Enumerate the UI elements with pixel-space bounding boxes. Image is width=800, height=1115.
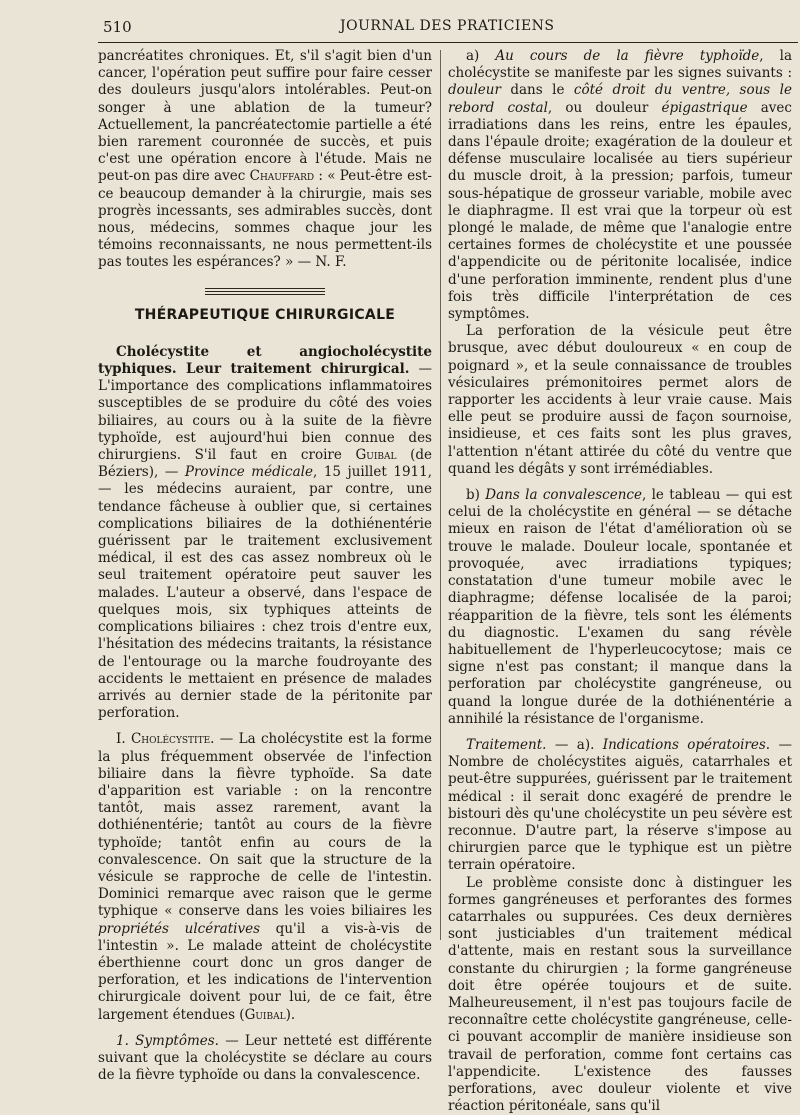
paragraph-text: . — Nombre de cholécystites aiguës, catarrhales et peut-être suppurées, guérissent par le traitement médical : il serait donc exagéré de prendre le bistouri dès qu'une cholécystite un peu sévère est reconnue. D'autre part, la réserve s'impose au chirurgien parce que le typhique est un piètre terrain opératoire. xyxy=(448,736,792,874)
paragraph-text: (de Béziers), — xyxy=(98,447,432,481)
subsection-label: Traitement. xyxy=(466,736,547,753)
author-name: Chauffard xyxy=(249,168,315,185)
header-rule xyxy=(98,42,798,43)
italic-text: épigastrique xyxy=(661,99,748,116)
left-column xyxy=(98,48,432,1084)
paragraph-text: dans le xyxy=(500,82,574,99)
column-divider xyxy=(440,50,441,940)
italic-text: côté droit du ventre, sous le rebord costal xyxy=(448,82,792,116)
italic-text: Dans la convalescence xyxy=(485,487,642,504)
right-column xyxy=(448,48,792,1115)
paragraph-text: — Leur netteté est différente suivant que la cholécystite se déclare au cours de la fièvre typhoïde ou dans la convalescence. xyxy=(98,1032,432,1084)
paragraph-text: pancréatites chroniques. Et, s'il s'agit bien d'un cancer, l'opération peut suffire pour faire cesser des douleurs jusqu'alors intolérables. Peut-on songer à une ablation de la tumeur? Actuellement, la pancréatectomie partielle a été bien rarement couronnée de succès, et puis c'est une opération encore à l'étude. Mais ne peut-on pas dire avec xyxy=(98,48,432,185)
convalescence-paragraph xyxy=(448,487,792,728)
intro-paragraph xyxy=(98,48,432,272)
italic-text: propriétés ulcératives xyxy=(98,920,260,937)
paragraph-text: — L'importance des complications inflammatoires susceptibles de se produire du côté des voies biliaires, au cours ou à la suite de la fièvre typhoïde, est aujourd'hui bien connue des chirurgiens. S'il faut en croire xyxy=(98,361,432,464)
cholecystite-paragraph xyxy=(98,731,432,1023)
italic-text: Au cours de la fièvre typhoïde xyxy=(495,48,760,64)
paragraph-text: avec irradiations dans les reins, entre les épaules, dans l'épaule droite; exagération de la douleur et défense musculaire localisée au tiers supérieur du muscle droit, à la pression; parfois, tumeur sous-hépatique de grosseur variable, mobile avec le diaphragme. Il est vrai que la torpeur où est plongé le malade, de même que l'analogie entre certaines formes de cholécystite et une poussée d'appendicite ou de péritonite localisée, indice d'une perforation imminente, rendent plus d'une fois très difficile l'interprétation de ces symptômes. xyxy=(448,99,792,323)
section-title: THÉRAPEUTIQUE CHIRURGICALE xyxy=(134,306,396,323)
italic-text: douleur xyxy=(448,82,501,99)
paragraph-text: — a). xyxy=(546,736,603,753)
article-title: Cholécystite et angiocholécystite typhiques. Leur traitement chirurgical. xyxy=(98,343,432,378)
subsection-label: I. Cholécystite. xyxy=(116,731,215,748)
treatment-paragraph xyxy=(448,737,792,875)
paragraph-text: ). xyxy=(285,1006,296,1023)
author-name: Guibal xyxy=(244,1006,286,1023)
paragraph-text: qu'il a vis-à-vis de l'intestin ». Le malade atteint de cholécystite éberthienne court donc un gros danger de perforation, et les indications de l'intervention chirurgicale doivent pour lui, de ce fait, être largement étendues ( xyxy=(98,920,432,1023)
paragraph-text: b) xyxy=(466,487,486,504)
section-separator xyxy=(205,288,325,295)
journal-source: Province médicale xyxy=(184,464,313,481)
article-paragraph xyxy=(98,344,432,722)
author-name: Guibal xyxy=(355,447,397,464)
paragraph-text: — La cholécystite est la forme la plus fréquemment observée de l'infection biliaire dans la fièvre typhoïde. Sa date d'apparition est variable : on la rencontre tantôt, mais assez rarement, avant la dothiénentérie; tantôt au cours de la fièvre typhoïde; tantôt enfin au cours de la convalescence. On sait que la structure de la vésicule se rapproche de celle de l'intestin. Dominici remarque avec raison que le germe typhique « conserve dans les voies biliaires les xyxy=(98,731,432,920)
subsection-label: 1. Symptômes. xyxy=(116,1032,219,1049)
paragraph-text: a) xyxy=(466,48,496,64)
symptoms-paragraph xyxy=(98,1033,432,1085)
paragraph-text: , 15 juillet 1911, — les médecins auraient, par contre, une tendance fâcheuse à oublier que, si certaines complications biliaires de la dothiénentérie guérissent par le traitement exclusivement médical, il est des cas assez nombreux où le seul traitement opératoire peut sauver les malades. L'auteur a observé, dans l'espace de quelques mois, six typhiques atteints de complications biliaires : chez trois d'entre eux, l'hésitation des médecins traitants, la résistance de l'entourage ou la marche foudroyante des accidents le mettaient en présence de malades arrivés au dernier stade de la péritonite par perforation. xyxy=(98,464,432,722)
page-number: 510 xyxy=(103,18,132,36)
running-title: JOURNAL DES PRATICIENS xyxy=(340,18,555,34)
typhoid-course-paragraph xyxy=(448,48,792,323)
italic-text: Indications opératoires xyxy=(602,736,766,753)
page-header xyxy=(0,0,800,44)
problem-paragraph: Le problème consiste donc à distinguer les formes gangréneuses et perforantes des formes catarrhales ou suppurées. Ces deux dernières sont justiciables d'un traitement médical d'attente, mais en restant sous la surveillance constante du chirurgien ; la forme gangréneuse doit être opérée toujours et de suite. Malheureusement, il n'est pas toujours facile de reconnaître cette cholécystite gangréneuse, celle-ci pouvant accomplir de manière insidieuse son travail de perforation, comme font certains cas l'appendicite. L'existence des fausses perforations, avec douleur violente et vive réaction péritonéale, sans qu'il xyxy=(448,874,792,1115)
paragraph-text: , la cholécystite se manifeste par les signes suivants : xyxy=(448,48,792,82)
perforation-paragraph: La perforation de la vésicule peut être brusque, avec début douloureux « en coup de poignard », et la seule connaissance de troubles vésiculaires prémonitoires permet alors de rapporter les accidents à leur vraie cause. Mais elle peut se produire aussi de façon sournoise, insidieuse, et ces faits sont les plus graves, l'attention n'étant attirée du côté du ventre que quand les dégâts y sont irrémédiables. xyxy=(448,323,792,477)
paragraph-text: , ou douleur xyxy=(547,99,662,116)
paragraph-text: , le tableau — qui est celui de la cholécystite en général — se détache mieux en raison de l'état d'amélioration où se trouve le malade. Douleur locale, spontanée et provoquée, avec irradiations typiques; constatation d'une tumeur mobile avec le diaphragme; défense localisée de la paroi; réapparition de la fièvre, tels sont les éléments du diagnostic. L'examen du sang révèle habituellement de l'hyperleucocytose; mais ce signe n'est pas constant; il manque dans la perforation par cholécystite gangréneuse, ou quand la longue durée de la dothiénentérie a annihilé la résistance de l'organisme. xyxy=(448,487,793,727)
paragraph-text: : « Peut-être est-ce beaucoup demander à la chirurgie, mais ses progrès incessants, ses admirables succès, dont nous, médecins, sommes chaque jour les témoins reconnaissants, ne nous permettent-ils pas toutes les espérances? » — N. F. xyxy=(98,168,432,271)
